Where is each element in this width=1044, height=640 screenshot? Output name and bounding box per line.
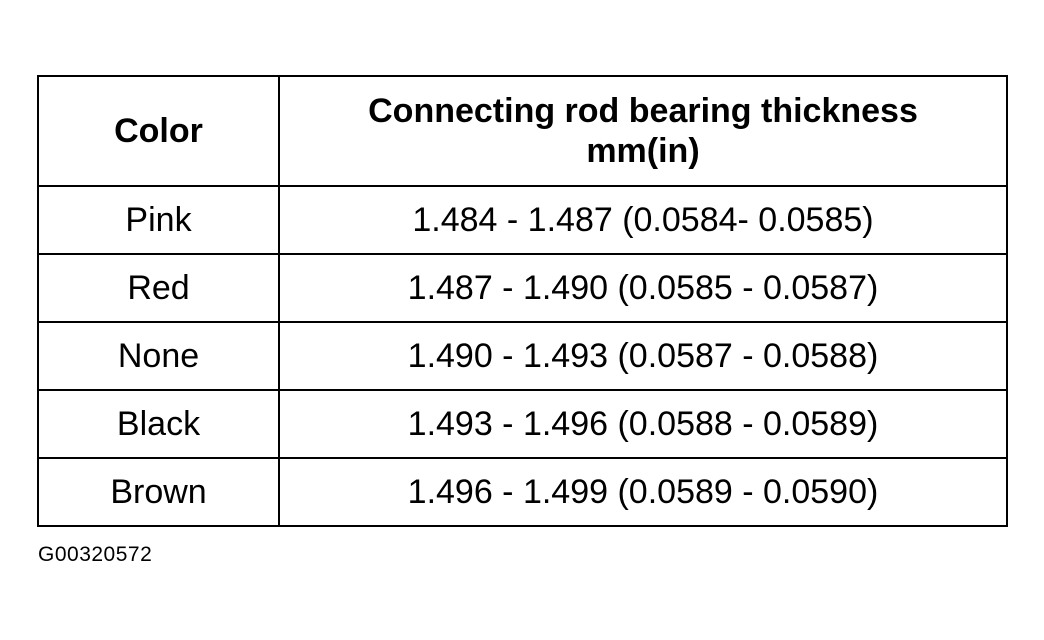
- row-color-cell: Brown: [38, 458, 279, 526]
- row-thickness-cell: 1.484 - 1.487 (0.0584- 0.0585): [279, 186, 1007, 254]
- header-thickness-unit: mm(in): [586, 132, 700, 170]
- table-row: [38, 322, 1007, 390]
- row-thickness-cell: 1.490 - 1.493 (0.0587 - 0.0588): [279, 322, 1007, 390]
- header-thickness: [279, 76, 1007, 186]
- row-color-cell: None: [38, 322, 279, 390]
- header-thickness-title: Connecting rod bearing thickness: [368, 92, 918, 130]
- row-color-cell: Black: [38, 390, 279, 458]
- row-color-cell: Red: [38, 254, 279, 322]
- bearing-thickness-table: [37, 75, 1008, 527]
- row-thickness-cell: 1.493 - 1.496 (0.0588 - 0.0589): [279, 390, 1007, 458]
- table-row: [38, 186, 1007, 254]
- bearing-thickness-table-container: [37, 75, 1006, 527]
- table-row: [38, 254, 1007, 322]
- table-row: [38, 458, 1007, 526]
- row-color-cell: Pink: [38, 186, 279, 254]
- header-color: Color: [38, 76, 279, 186]
- row-thickness-cell: 1.496 - 1.499 (0.0589 - 0.0590): [279, 458, 1007, 526]
- figure-caption: G00320572: [38, 543, 153, 566]
- row-thickness-cell: 1.487 - 1.490 (0.0585 - 0.0587): [279, 254, 1007, 322]
- table-row: [38, 390, 1007, 458]
- table-header-row: [38, 76, 1007, 186]
